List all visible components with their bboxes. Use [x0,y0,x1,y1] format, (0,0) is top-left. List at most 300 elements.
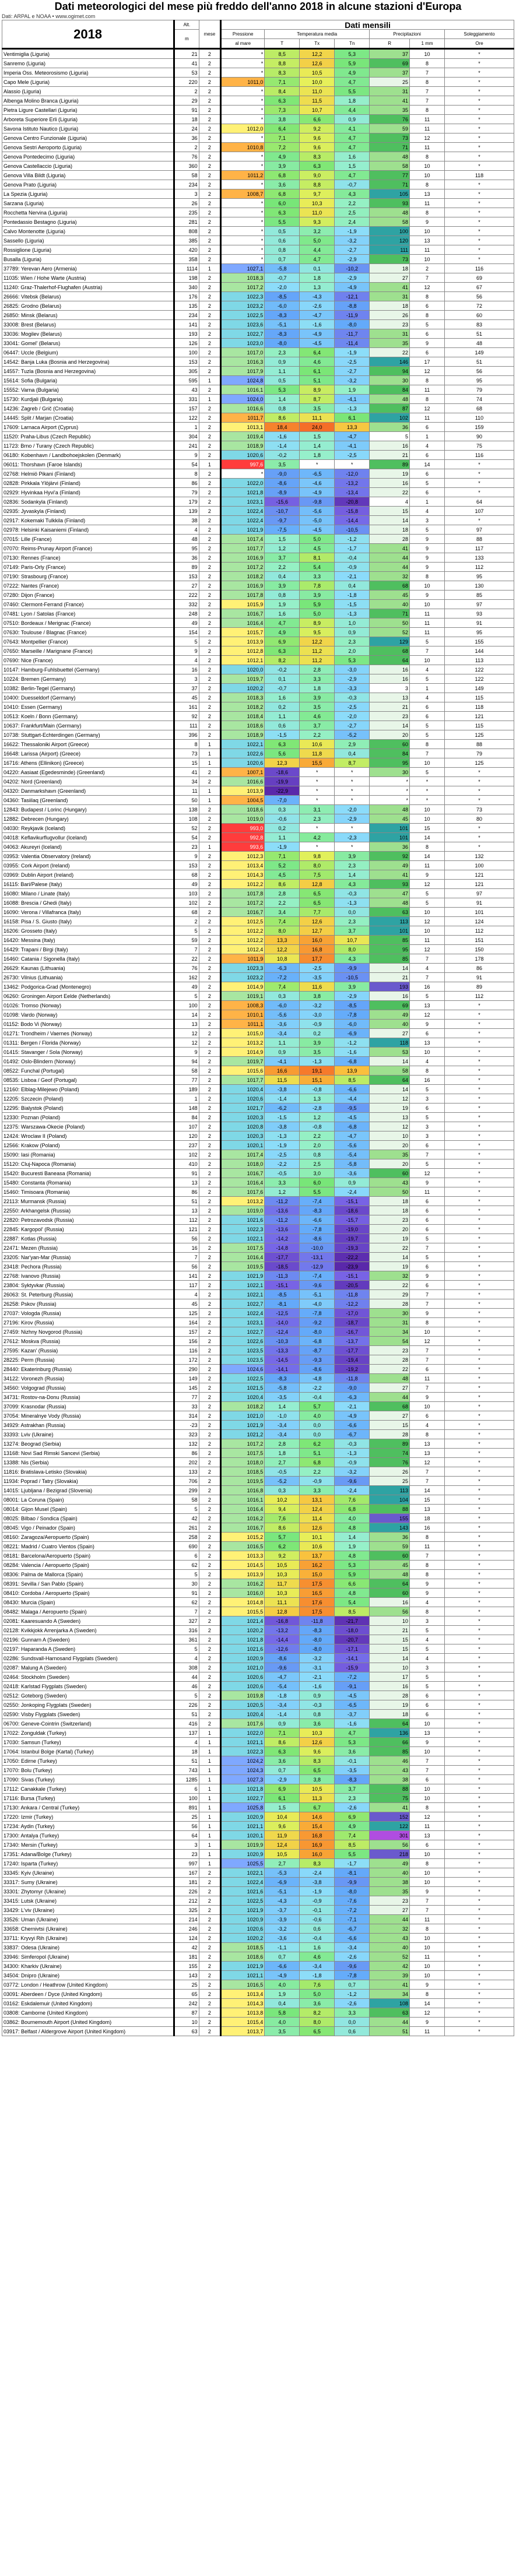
altitude-cell: 179 [174,497,199,507]
station-name-cell: 16420: Messina (Italy) [2,936,174,945]
altitude-cell: 154 [174,628,199,637]
station-name-cell: 16090: Verona / Villafranca (Italy) [2,908,174,917]
temp-min-cell: -3,5 [335,1766,370,1775]
station-name-cell: 08522: Funchal (Portugal) [2,1066,174,1076]
temp-max-cell: -10,0 [300,1243,335,1253]
temp-mean-cell: -3,4 [265,1430,300,1439]
rain-days-cell: 8 [410,1859,445,1868]
station-name-cell: 14445: Split / Marjan (Croatia) [2,413,174,423]
temp-mean-cell: 2,7 [265,1859,300,1868]
temp-max-cell: 8,3 [300,1756,335,1766]
altitude-cell: 45 [174,1299,199,1309]
month-cell: 2 [199,1197,221,1206]
station-name-cell: Genova Villa Bildt (Liguria) [2,171,174,180]
rain-cell: 48 [370,805,410,814]
pressure-cell: 1023,1 [221,497,265,507]
altitude-cell: 237 [174,1141,199,1150]
pressure-cell: 1017,6 [221,1719,265,1728]
rain-cell: 120 [370,236,410,245]
temp-max-cell: 10,3 [300,1728,335,1738]
temp-min-cell: 4,3 [335,954,370,964]
altitude-cell: 141 [174,320,199,329]
temp-min-cell: -17,7 [335,1346,370,1355]
altitude-cell: 36 [174,553,199,563]
month-cell: 2 [199,1878,221,1887]
temp-max-cell: 5,0 [300,236,335,245]
temp-min-cell: -5,8 [335,1159,370,1169]
table-row [2,1626,514,1635]
table-row [2,1486,514,1495]
rain-cell: 155 [370,1514,410,1523]
pressure-cell: 1013,9 [221,1570,265,1579]
rain-cell: 43 [370,1178,410,1187]
table-row [2,1104,514,1113]
temp-mean-cell: 10,5 [265,1561,300,1570]
temp-min-cell: -1,9 [335,227,370,236]
rain-cell: 22 [370,1243,410,1253]
station-name-cell: Ventimiglia (Liguria) [2,49,174,59]
pressure-cell: * [221,236,265,245]
temp-min-cell: -1,3 [335,1449,370,1458]
rain-cell: 95 [370,945,410,954]
sun-hours-cell: * [445,1327,514,1337]
table-row [2,1682,514,1691]
temp-max-cell: 6,5 [300,1766,335,1775]
station-name-cell: 11520: Praha-Libus (Czech Republic) [2,432,174,441]
temp-mean-cell: -6,6 [265,1962,300,1971]
month-cell: 2 [199,161,221,171]
temp-min-cell: 4,9 [335,1822,370,1831]
table-row [2,133,514,143]
table-row [2,1747,514,1756]
rain-days-cell: 6 [410,1206,445,1215]
rain-days-cell: 8 [410,1533,445,1542]
altitude-cell: 65 [174,1990,199,1999]
rain-cell: 15 [370,1644,410,1654]
month-cell: 2 [199,1700,221,1710]
table-row [2,1066,514,1076]
station-name-cell: 12295: Bialystok (Poland) [2,1104,174,1113]
pressure-cell: 1020,9 [221,1915,265,1924]
sun-hours-cell: * [445,1197,514,1206]
temp-min-cell: -4,1 [335,441,370,451]
table-row [2,1980,514,1990]
sun-hours-cell: 133 [445,553,514,563]
altitude-cell: 997 [174,1859,199,1868]
temp-mean-cell: 1,1 [265,833,300,842]
temp-min-cell: 1,0 [335,618,370,628]
temp-min-cell: -20,8 [335,497,370,507]
pressure-cell: 1020,6 [221,451,265,460]
rain-header: R [370,39,410,49]
rain-cell: 93 [370,199,410,208]
rain-cell: 12 [370,1094,410,1104]
temp-max-cell: 11,0 [300,87,335,96]
temp-min-cell: -0,4 [335,553,370,563]
station-name-cell: 07630: Toulouse / Blagnac (France) [2,628,174,637]
altitude-cell: 5 [174,1505,199,1514]
temp-mean-cell: 0,8 [265,591,300,600]
temp-mean-cell: 11,7 [265,1579,300,1589]
rain-cell: 64 [370,656,410,665]
rain-cell: 26 [370,311,410,320]
temp-min-cell: -3,6 [335,1169,370,1178]
table-row [2,404,514,413]
station-name-cell: 04063: Akureyri (Iceland) [2,842,174,852]
temp-mean-cell: 12,3 [265,758,300,768]
rain-days-cell: 10 [410,805,445,814]
table-row [2,78,514,87]
sun-hours-cell: * [445,1794,514,1803]
temp-max-cell: -3,2 [300,1001,335,1010]
station-name-cell: 07690: Nice (France) [2,656,174,665]
rain-days-cell: 8 [410,208,445,217]
temp-max-cell: 2,5 [300,1159,335,1169]
sun-hours-cell: * [445,488,514,497]
temp-min-cell: -1,2 [335,1038,370,1048]
table-row [2,1962,514,1971]
temp-min-cell: -11,8 [335,1290,370,1299]
rain-cell: 23 [370,1346,410,1355]
table-row [2,721,514,730]
month-cell: 2 [199,637,221,646]
temp-mean-cell: 1,1 [265,712,300,721]
table-row [2,1281,514,1290]
rain-days-cell: 8 [410,1607,445,1616]
sun-hours-cell: * [445,1038,514,1048]
rain-cell: 28 [370,1430,410,1439]
rain-days-cell: 13 [410,1831,445,1840]
pressure-cell: 1017,7 [221,1076,265,1085]
table-row [2,563,514,572]
station-name-cell: Rocchetta Nervina (Liguria) [2,208,174,217]
rain-days-cell: 1 [410,684,445,693]
sun-hours-cell: * [445,2008,514,2018]
altitude-cell: 126 [174,339,199,348]
month-cell: 2 [199,1962,221,1971]
table-row [2,1756,514,1766]
table-row [2,115,514,124]
temp-mean-cell: 6,3 [265,646,300,656]
rain-cell: 48 [370,898,410,908]
sun-hours-cell: * [445,1878,514,1887]
table-row [2,618,514,628]
rain-cell: 25 [370,1477,410,1486]
rain-cell: 146 [370,357,410,367]
rain-days-cell: 6 [410,1710,445,1719]
table-row [2,460,514,469]
temp-max-cell: 8,2 [300,2008,335,2018]
altitude-cell: 9 [174,451,199,460]
sun-hours-cell: 132 [445,852,514,861]
sun-hours-cell: * [445,833,514,842]
sun-hours-cell: * [445,1430,514,1439]
pressure-cell: 1019,8 [221,1691,265,1700]
month-cell: 2 [199,805,221,814]
station-name-cell: 02550: Jonkoping Flygplats (Sweden) [2,1700,174,1710]
temp-max-cell: -0,4 [300,1393,335,1402]
temp-min-cell: -2,6 [335,1999,370,2008]
temp-max-cell: -1,6 [300,1682,335,1691]
altitude-cell: 29 [174,96,199,106]
temp-min-cell: -11,7 [335,329,370,339]
pressure-cell: 1020,0 [221,665,265,674]
rain-days-cell: 11 [410,385,445,395]
rain-days-cell: 10 [410,908,445,917]
temp-min-cell: -6,7 [335,1430,370,1439]
pressure-cell: 1019,7 [221,1057,265,1066]
temp-mean-cell: 0,5 [265,227,300,236]
temp-min-cell: -3,0 [335,665,370,674]
sun-hours-cell: * [445,2027,514,2036]
rain-cell: 21 [370,1626,410,1635]
altitude-cell: 51 [174,1197,199,1206]
pressure-cell: 1016,9 [221,581,265,591]
temp-min-cell: 2,2 [335,199,370,208]
pressure-cell: 1017,7 [221,544,265,553]
temp-mean-cell: -8,5 [265,1290,300,1299]
altitude-cell: 281 [174,217,199,227]
rain-cell: 113 [370,917,410,926]
altitude-cell: 137 [174,1728,199,1738]
temp-max-cell: 12,6 [300,59,335,68]
table-row [2,1878,514,1887]
pressure-cell: 1019,5 [221,1477,265,1486]
sun-hours-cell: 95 [445,628,514,637]
temp-mean-cell: 8,3 [265,68,300,78]
station-name-cell: 02128: Kvikkjokk Arrenjarka A (Sweden) [2,1626,174,1635]
sun-hours-cell: 97 [445,889,514,898]
data-source: Dati: ARPAL e NOAA • www.ogimet.com [2,13,96,19]
rain-days-cell: 5 [410,320,445,329]
station-name-cell: Rossiglione (Liguria) [2,245,174,255]
altitude-cell: 49 [174,618,199,628]
table-row [2,786,514,796]
month-cell: 2 [199,1924,221,1934]
temp-mean-cell: 0,6 [265,236,300,245]
sun-hours-cell: 100 [445,861,514,870]
sun-hours-cell: * [445,1467,514,1477]
sun-hours-cell: * [445,1859,514,1868]
temp-min-cell: 1,8 [335,96,370,106]
temp-mean-cell: -0,7 [265,273,300,283]
table-row [2,908,514,917]
station-name-cell: 33946: Simferopol (Ukraine) [2,1952,174,1962]
temp-mean-cell: -12,5 [265,1309,300,1318]
month-cell: 2 [199,404,221,413]
rain-days-cell: 5 [410,1253,445,1262]
sun-hours-cell: * [445,1010,514,1020]
temp-max-cell: -6,6 [300,1215,335,1225]
temp-mean-cell: 8,0 [265,926,300,936]
temp-min-cell: -6,6 [335,1421,370,1430]
month-cell: 1 [199,395,221,404]
month-cell: 2 [199,917,221,926]
rain-days-cell: 18 [410,1514,445,1523]
pressure-cell: 1021,2 [221,1430,265,1439]
station-name-cell: 12205: Szczecin (Poland) [2,1094,174,1104]
pressure-cell: 1023,5 [221,1346,265,1355]
rain-days-cell: * [410,796,445,805]
pressure-cell: 1016,2 [221,1514,265,1523]
table-row [2,1299,514,1309]
temp-mean-cell: 7,2 [265,143,300,152]
station-name-cell: 08482: Malaga / Aeropuerto (Spain) [2,1607,174,1616]
temp-max-cell: -8,3 [300,1206,335,1215]
month-cell: 2 [199,367,221,376]
month-cell: 2 [199,954,221,964]
temp-max-cell: 10,7 [300,106,335,115]
temp-max-cell: -8,0 [300,1635,335,1644]
sun-hours-cell: * [445,1439,514,1449]
temp-mean-cell: -10,3 [265,1337,300,1346]
temp-max-cell: 12,4 [300,1505,335,1514]
rain-cell: 21 [370,973,410,982]
sun-hours-cell: * [445,189,514,199]
month-cell: 2 [199,1467,221,1477]
station-name-cell: 10224: Bremen (Germany) [2,674,174,684]
table-row [2,1113,514,1122]
temp-mean-cell: 12,4 [265,1840,300,1850]
rain-days-cell: 3 [410,1131,445,1141]
temp-max-cell: 17,5 [300,1579,335,1589]
altitude-cell: 248 [174,609,199,618]
temp-min-cell: 4,9 [335,68,370,78]
station-name-cell: 26629: Kaunas (Lithuania) [2,964,174,973]
altitude-cell: 16 [174,665,199,674]
temp-min-cell: -6,5 [335,1700,370,1710]
temp-min-cell: -15,1 [335,1197,370,1206]
station-name-cell: 15552: Varna (Bulgaria) [2,385,174,395]
station-rows [2,49,514,2036]
altitude-cell: 153 [174,357,199,367]
temp-max-cell: * [300,460,335,469]
rain-days-cell: 8 [410,180,445,189]
sun-hours-cell: * [445,1122,514,1131]
pressure-cell: 1010,1 [221,1010,265,1020]
rain-cell: 16 [370,674,410,684]
rain-cell: 71 [370,609,410,618]
sun-hours-cell: 116 [445,451,514,460]
station-name-cell: 33837: Odesa (Ukraine) [2,1943,174,1952]
table-row [2,1738,514,1747]
rain-cell: 68 [370,646,410,656]
month-cell: 2 [199,553,221,563]
pressure-cell: * [221,96,265,106]
temp-mean-cell: 0,5 [265,376,300,385]
temp-min-cell: 1,4 [335,870,370,880]
table-row [2,1215,514,1225]
altitude-cell: 15 [174,758,199,768]
temp-min-cell: 4,7 [335,78,370,87]
rain-cell: 64 [370,1076,410,1085]
temp-min-cell: -5,6 [335,1141,370,1150]
temp-mean-cell: -16,8 [265,1616,300,1626]
pressure-cell: 1016,6 [221,404,265,413]
station-name-cell: 26063: St. Peterburg (Russia) [2,1290,174,1299]
table-row [2,656,514,665]
station-name-cell: 04220: Aasiaat (Egedesminde) (Greenland) [2,768,174,777]
month-cell: 1 [199,1738,221,1747]
table-row [2,180,514,189]
month-cell: 2 [199,712,221,721]
rain-cell: 56 [370,1607,410,1616]
temp-mean-cell: 3,9 [265,161,300,171]
temp-max-cell: 6,1 [300,367,335,376]
month-cell: 2 [199,1607,221,1616]
rain-days-cell: 3 [410,1663,445,1672]
altitude-cell: 6 [174,1551,199,1561]
rain-cell: 21 [370,702,410,712]
rain-days-cell: 10 [410,255,445,264]
table-row [2,479,514,488]
temp-min-cell: -1,8 [335,591,370,600]
temp-mean-cell: -8,3 [265,1374,300,1383]
sun-hours-cell: * [445,59,514,68]
temp-min-cell: 3,9 [335,852,370,861]
sun-hours-cell: * [445,1682,514,1691]
temp-max-cell: 3,5 [300,1048,335,1057]
pressure-cell: 1012,2 [221,880,265,889]
month-cell: 2 [199,982,221,992]
sun-hours-cell: * [445,1299,514,1309]
sun-hours-cell: * [445,1225,514,1234]
temp-max-cell: 3,0 [300,1169,335,1178]
rain-cell: 85 [370,954,410,964]
pressure-cell: 1008,7 [221,189,265,199]
table-row [2,301,514,311]
temp-mean-cell: -0,2 [265,665,300,674]
temp-min-cell: -12,1 [335,292,370,301]
altitude-cell: 156 [174,1337,199,1346]
temp-max-cell: 2,3 [300,814,335,824]
temp-min-cell: 13,3 [335,423,370,432]
temp-max-cell: -0,9 [300,1020,335,1029]
rain-days-cell: 14 [410,852,445,861]
pressure-cell: 1017,8 [221,889,265,898]
month-cell: 2 [199,1598,221,1607]
temp-min-cell: -9,6 [335,1962,370,1971]
altitude-cell: 111 [174,721,199,730]
pressure-cell: 1024,3 [221,1766,265,1775]
temp-min-cell: -17,0 [335,1309,370,1318]
month-cell: 2 [199,572,221,581]
month-cell: 2 [199,133,221,143]
rain-days-cell: 10 [410,1794,445,1803]
table-row [2,199,514,208]
month-cell: 2 [199,1262,221,1271]
table-row [2,1561,514,1570]
temp-mean-cell: 11,5 [265,1076,300,1085]
rain-days-cell: 9 [410,563,445,572]
rain-cell: 111 [370,245,410,255]
temp-mean-cell: -15,6 [265,497,300,507]
temp-mean-cell: -14,4 [265,1635,300,1644]
rain-days-cell: 8 [410,1570,445,1579]
rain-cell: 50 [370,1187,410,1197]
temp-max-cell: 9,6 [300,1747,335,1756]
temp-mean-cell: 9,2 [265,1551,300,1561]
month-cell: 2 [199,59,221,68]
rain-days-cell: 12 [410,1337,445,1346]
temp-min-cell: -1,6 [335,1048,370,1057]
temp-min-cell: -8,0 [335,320,370,329]
sun-hours-cell: * [445,1150,514,1159]
temp-max-cell: 8,9 [300,385,335,395]
rain-cell: 92 [370,852,410,861]
temp-max-cell: 2,2 [300,1467,335,1477]
pressure-cell: 1013,9 [221,637,265,646]
